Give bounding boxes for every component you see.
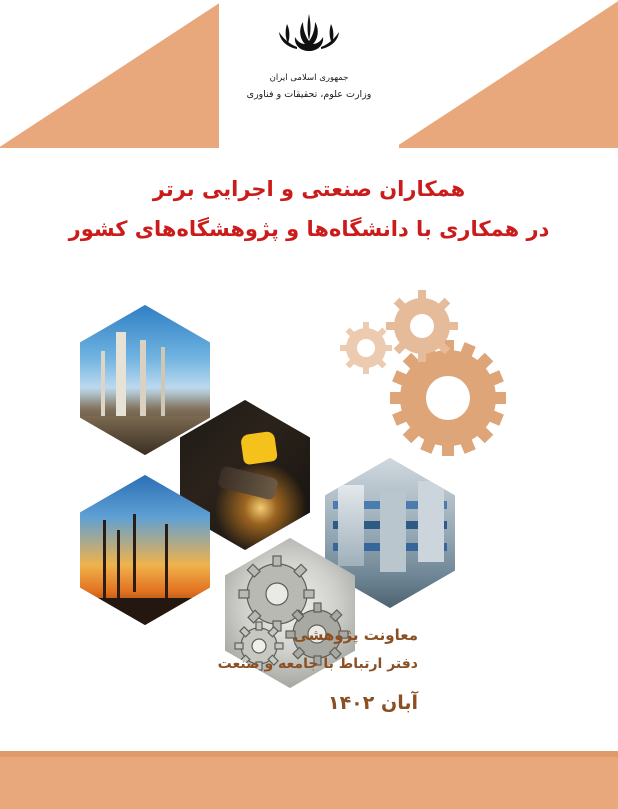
band-notch-right [394,0,618,148]
footer-line-2: دفتر ارتباط با جامعه و صنعت [217,656,418,672]
iran-emblem-icon [263,10,355,70]
top-decorative-band [0,0,618,148]
bottom-decorative-band [0,751,618,809]
header-emblem-block [219,0,399,148]
footer-credits [218,620,418,714]
page-title [0,170,618,250]
org-line-1: جمهوری اسلامی ایران [269,73,349,83]
band-notch-left [0,0,224,148]
org-line-2: وزارت علوم، تحقیقات و فناوری [246,88,372,100]
footer-line-1: معاونت پژوهشی [293,626,418,644]
footer-date: آبان ۱۴۰۲ [327,692,418,714]
title-line-2: در همکاری با دانشگاه‌ها و پژوهشگاه‌های کشور [68,216,550,241]
title-line-1: همکاران صنعتی و اجرایی برتر [152,177,466,201]
